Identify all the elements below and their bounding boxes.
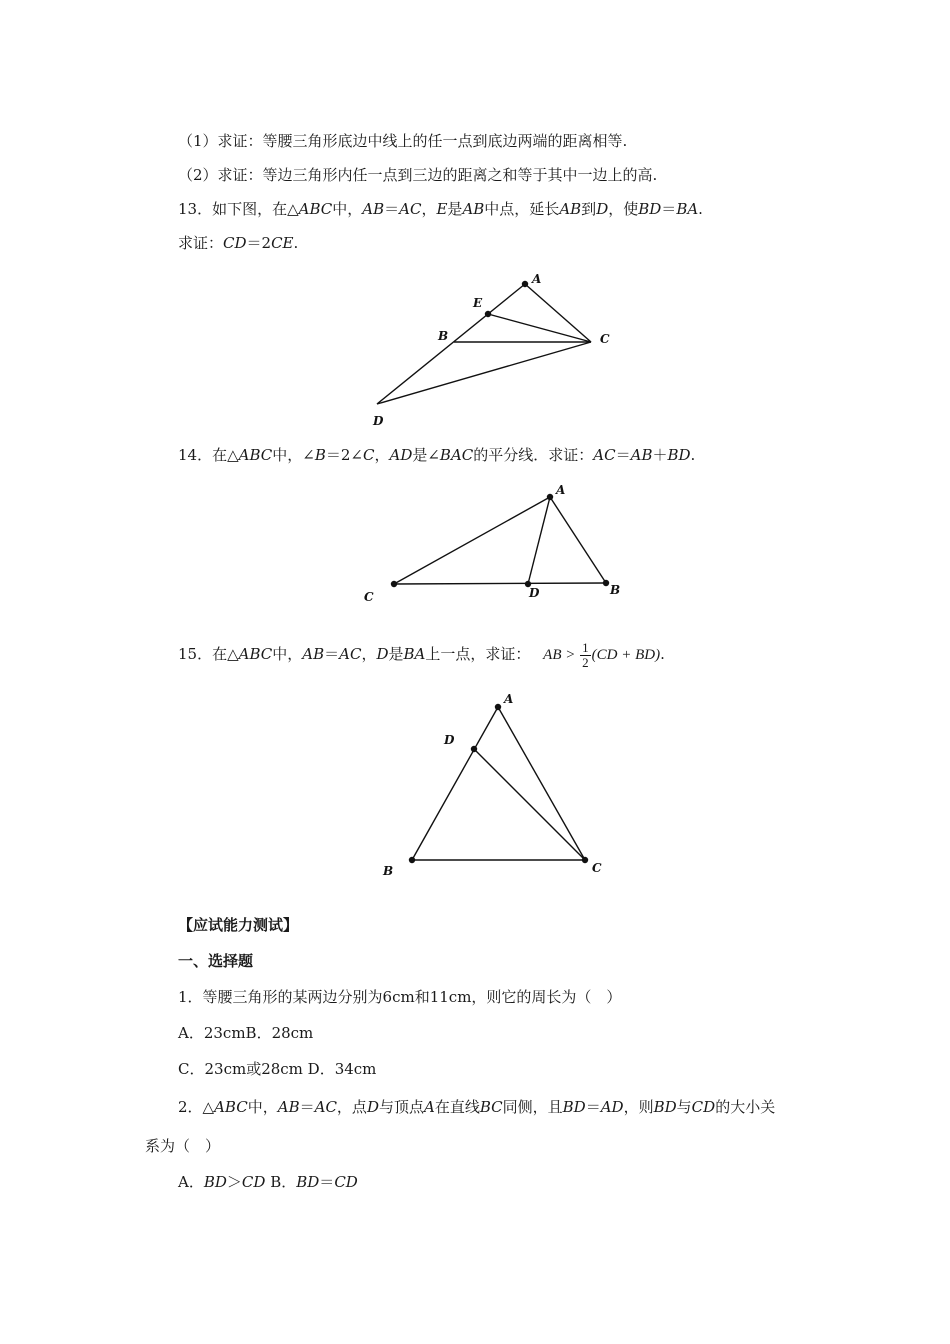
label-b: B [383,864,394,878]
label-a: A [504,692,514,706]
label-b: B [438,329,449,343]
question-14: 14．在△ABC中，∠B＝2∠C，AD是∠BAC的平分线．求证：AC＝AB＋BD. [178,446,696,464]
label-c: C [592,861,602,875]
inequality-formula: AB > $\frac{1}{2}$ (CD + BD) [543,640,661,671]
section-title: 【应试能力测试】 [178,916,299,934]
mc-question-2-options-ab: A．BD＞CD B．BD＝CD [178,1173,358,1191]
point-c [391,581,397,587]
statement-1: （1）求证：等腰三角形底边中线上的任一点到底边两端的距离相等. [178,132,628,150]
section-subtitle: 一、选择题 [178,952,254,970]
label-c: C [600,332,610,346]
mc-question-1-options-ab: A．23cmB．28cm [178,1024,314,1042]
label-d: D [444,733,455,747]
point-a [547,494,553,500]
label-d: D [529,586,540,600]
question-15: 15．在△ABC中，AB＝AC，D是BA上一点，求证： AB > $\frac{1}{2}$ (CD + BD). [178,640,665,671]
label-a: A [556,483,566,497]
point-b [603,580,609,586]
statement-2: （2）求证：等边三角形内任一点到三边的距离之和等于其中一边上的高. [178,166,658,184]
label-e: E [473,296,483,310]
label-b: B [610,583,621,597]
question-13: 13．如下图，在△ABC中，AB＝AC，E是AB中点，延长AB到D，使BD＝BA. [178,200,703,218]
figure-14 [355,480,635,610]
figure-13 [360,268,630,433]
mc-question-1-options-cd: C．23cm或28cm D．34cm [178,1060,377,1078]
fraction-half: $\frac{1}{2}$ [582,640,589,671]
figure-15 [370,690,610,880]
label-a: A [532,272,542,286]
question-13-proof: 求证：CD＝2CE. [178,234,299,252]
point-e [485,311,491,317]
point-c [582,857,588,863]
point-b [409,857,415,863]
label-c: C [364,590,374,604]
point-a [522,281,528,287]
mc-question-1: 1．等腰三角形的某两边分别为6cm和11cm，则它的周长为（ ） [178,988,622,1006]
point-d [471,746,477,752]
mc-question-2-cont: 系为（ ） [145,1137,221,1155]
point-a [495,704,501,710]
mc-question-2: 2．△ABC中，AB＝AC，点D与顶点A在直线BC同侧，且BD＝AD，则BD与CD的大小关 [178,1098,776,1116]
label-d: D [373,414,384,428]
